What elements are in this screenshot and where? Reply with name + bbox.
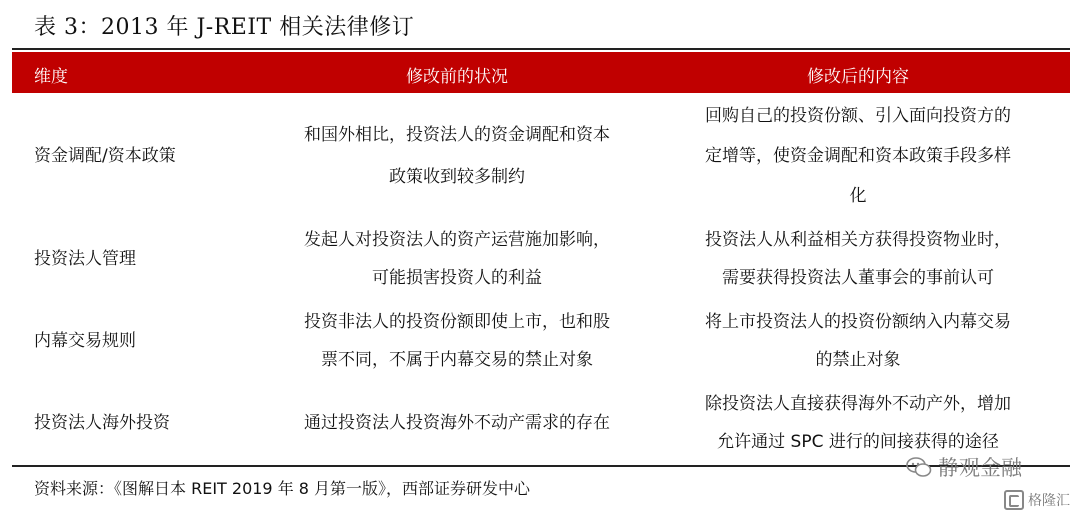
row-before-line: 投资非法人的投资份额即使上市，也和股 (304, 312, 610, 332)
header-before: 修改前的状况 (406, 67, 508, 87)
row-dimension: 资金调配/资本政策 (34, 146, 176, 166)
row-before-line: 可能损害投资人的利益 (372, 268, 542, 288)
watermark-primary-text: 静观金融 (938, 456, 1022, 480)
watermark-secondary (1004, 490, 1070, 510)
header-dimension: 维度 (34, 67, 68, 87)
wechat-icon (906, 456, 932, 478)
table-row (12, 301, 1070, 383)
top-rule (12, 48, 1070, 50)
table-row (12, 95, 1070, 215)
row-dimension: 投资法人海外投资 (34, 413, 170, 433)
row-before-line: 政策收到较多制约 (389, 167, 525, 187)
row-before-line: 和国外相比，投资法人的资金调配和资本 (304, 125, 610, 145)
table-header (12, 52, 1070, 93)
row-after-line: 的禁止对象 (815, 350, 901, 370)
row-after-line: 投资法人从利益相关方获得投资物业时， (705, 230, 1011, 250)
row-before-line: 票不同，不属于内幕交易的禁止对象 (321, 350, 593, 370)
row-after-line: 化 (849, 186, 867, 206)
row-after-line: 需要获得投资法人董事会的事前认可 (722, 268, 994, 288)
row-after-line: 允许通过 SPC 进行的间接获得的途径 (717, 432, 999, 452)
header-after: 修改后的内容 (807, 67, 909, 87)
table-title: 表 3：2013 年 J-REIT 相关法律修订 (34, 15, 415, 40)
row-after-line: 除投资法人直接获得海外不动产外，增加 (705, 394, 1011, 414)
row-after-line: 将上市投资法人的投资份额纳入内幕交易 (705, 312, 1011, 332)
gelonghui-logo-icon (1004, 490, 1024, 510)
row-before-line: 发起人对投资法人的资产运营施加影响， (304, 230, 610, 250)
watermark-primary (906, 452, 1022, 482)
row-dimension: 内幕交易规则 (34, 331, 136, 351)
watermark-secondary-text: 格隆汇 (1028, 493, 1070, 509)
row-after-line: 回购自己的投资份额、引入面向投资方的 (705, 106, 1011, 126)
row-dimension: 投资法人管理 (34, 249, 136, 269)
table-row (12, 219, 1070, 301)
row-before-line: 通过投资法人投资海外不动产需求的存在 (304, 413, 610, 433)
source-note: 资料来源：《图解日本 REIT 2019 年 8 月第一版》，西部证券研发中心 (34, 479, 531, 498)
row-after-line: 定增等，使资金调配和资本政策手段多样 (705, 146, 1011, 166)
